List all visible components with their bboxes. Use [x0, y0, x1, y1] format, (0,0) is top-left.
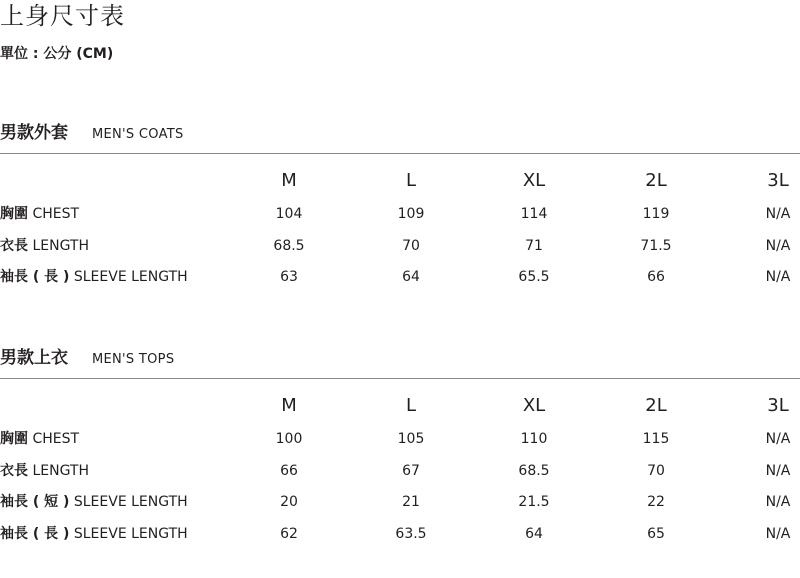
section-mens-coats	[0, 118, 800, 285]
table-cell: 70	[647, 462, 665, 479]
table-cell: 104	[275, 206, 303, 222]
row-label-en: LENGTH	[32, 462, 89, 479]
unit-note: 單位 : 公分 (CM)	[0, 46, 114, 62]
row-label-en: LENGTH	[32, 237, 89, 254]
row-label	[0, 267, 188, 287]
row-label	[0, 236, 89, 256]
table-cell: 63	[280, 269, 298, 285]
table-cell: 21	[402, 494, 420, 510]
table-cell: N/A	[765, 494, 791, 510]
table-cell: 21.5	[518, 494, 550, 510]
table-cell: N/A	[765, 237, 791, 254]
row-label-en: SLEEVE LENGTH	[73, 269, 188, 285]
row-label-cn: 衣長	[0, 462, 28, 479]
size-header-m: M	[281, 395, 297, 416]
section-title-en: MEN'S TOPS	[92, 352, 175, 367]
table-cell: 64	[402, 269, 420, 285]
table-cell: N/A	[765, 206, 791, 222]
table-cell: 71	[525, 237, 543, 254]
table-cell: 114	[520, 206, 548, 222]
row-label	[0, 524, 188, 544]
table-cell: 68.5	[273, 237, 305, 254]
table-cell: 119	[642, 206, 670, 222]
table-cell: 105	[397, 431, 425, 447]
row-label-en: SLEEVE LENGTH	[73, 525, 188, 542]
table-cell: 100	[275, 431, 303, 447]
table-cell: 66	[647, 269, 665, 285]
row-label-cn: 袖長 ( 短 )	[0, 494, 70, 510]
table-cell: 71.5	[640, 237, 672, 254]
size-header-3l: 3L	[767, 170, 789, 191]
table-cell: 20	[280, 494, 298, 510]
table-cell: 66	[280, 462, 298, 479]
table-cell: 64	[525, 525, 543, 542]
size-header-xl: XL	[522, 395, 546, 416]
table-cell: 63.5	[395, 525, 427, 542]
row-label-cn: 胸圍	[0, 431, 28, 447]
size-table	[0, 166, 800, 293]
section-divider	[0, 153, 800, 154]
size-header-row	[0, 166, 800, 198]
size-header-m: M	[281, 170, 297, 191]
table-cell: 68.5	[518, 462, 550, 479]
section-heading	[0, 343, 800, 375]
section-divider	[0, 378, 800, 379]
table-row-sleeve-long	[0, 518, 800, 550]
table-cell: N/A	[765, 269, 791, 285]
row-label-en: SLEEVE LENGTH	[73, 494, 188, 510]
table-row-length	[0, 230, 800, 262]
section-title-en: MEN'S COATS	[92, 127, 184, 142]
size-header-3l: 3L	[767, 395, 789, 416]
section-title-cn: 男款外套	[0, 123, 68, 143]
table-cell: 67	[402, 462, 420, 479]
row-label-en: CHEST	[32, 431, 80, 447]
table-cell: 115	[642, 431, 670, 447]
row-label-cn: 胸圍	[0, 206, 28, 222]
size-header-2l: 2L	[645, 395, 667, 416]
section-heading	[0, 118, 800, 150]
table-row-sleeve-short	[0, 486, 800, 518]
size-header-row	[0, 391, 800, 423]
row-label-cn: 袖長 ( 長 )	[0, 525, 70, 542]
row-label	[0, 204, 79, 224]
row-label-cn: 袖長 ( 長 )	[0, 269, 70, 285]
size-table	[0, 391, 800, 549]
row-label	[0, 492, 188, 512]
row-label	[0, 429, 79, 449]
table-cell: N/A	[765, 462, 791, 479]
table-row-chest	[0, 198, 800, 230]
section-mens-tops	[0, 343, 800, 542]
row-label-en: CHEST	[32, 206, 80, 222]
row-label-cn: 衣長	[0, 237, 28, 254]
table-cell: 109	[397, 206, 425, 222]
size-header-xl: XL	[522, 170, 546, 191]
table-cell: 62	[280, 525, 298, 542]
table-row-chest	[0, 423, 800, 455]
table-row-sleeve-long	[0, 261, 800, 293]
row-label	[0, 461, 89, 481]
size-header-2l: 2L	[645, 170, 667, 191]
size-header-l: L	[405, 170, 417, 191]
table-cell: N/A	[765, 431, 791, 447]
table-cell: N/A	[765, 525, 791, 542]
table-cell: 70	[402, 237, 420, 254]
table-cell: 65	[647, 525, 665, 542]
table-cell: 65.5	[518, 269, 550, 285]
table-row-length	[0, 455, 800, 487]
table-cell: 22	[647, 494, 665, 510]
page-title: 上身尺寸表	[0, 2, 125, 30]
size-header-l: L	[405, 395, 417, 416]
section-title-cn: 男款上衣	[0, 348, 68, 368]
table-cell: 110	[520, 431, 548, 447]
